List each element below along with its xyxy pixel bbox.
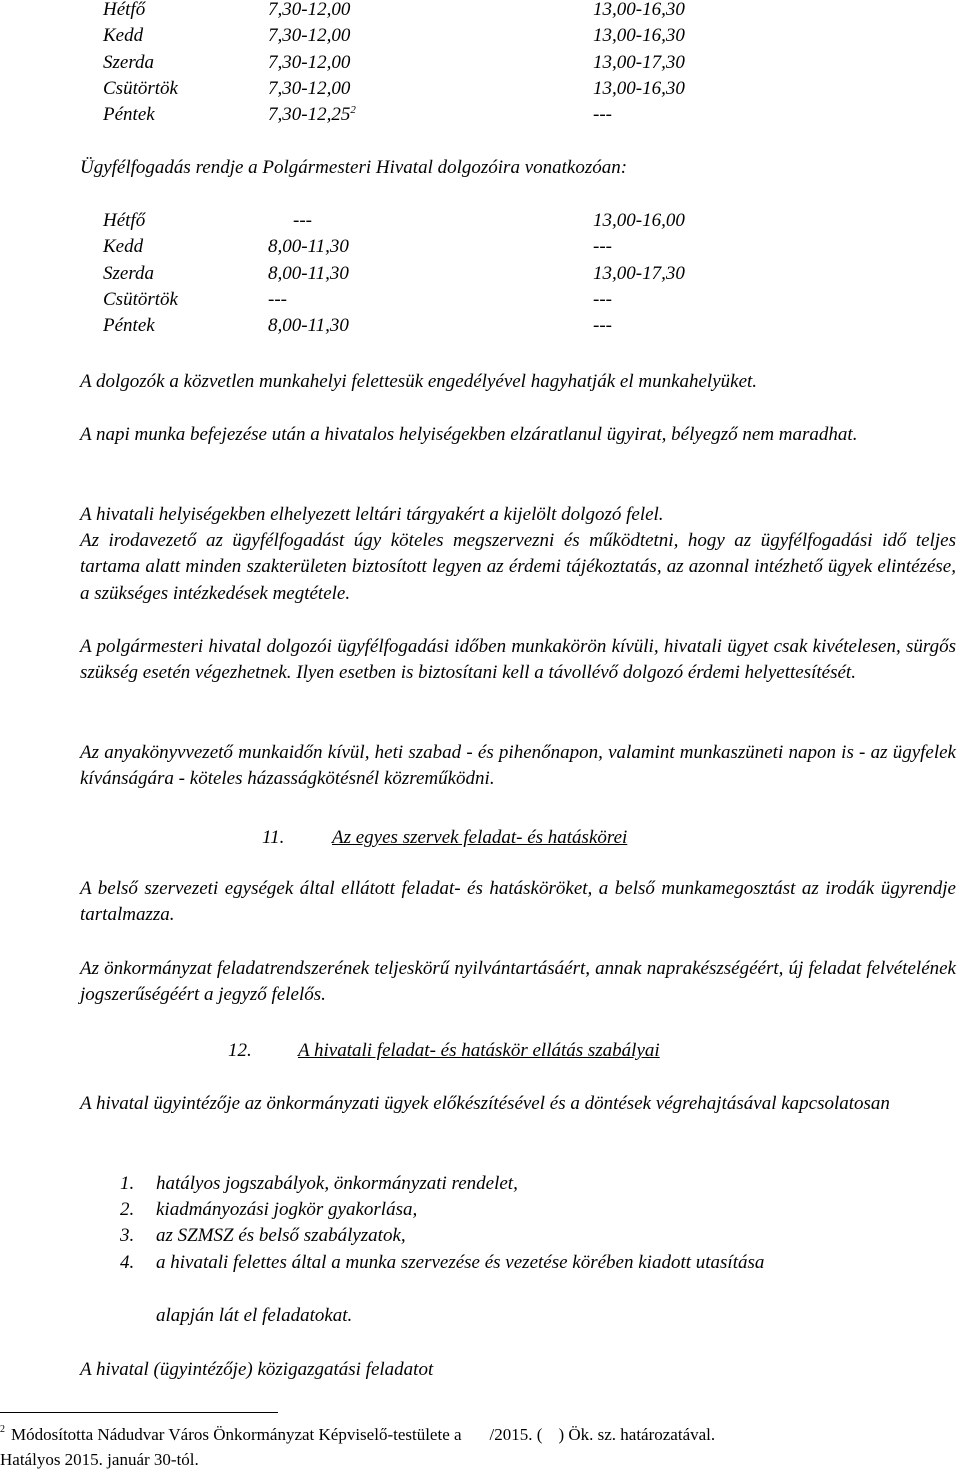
section-heading-11 <box>262 825 627 851</box>
afternoon-hours: 13,00-16,00 <box>593 210 685 231</box>
paragraph-end-of-day: A napi munka befejezése után a hivatalos helyiségekben elzáratlanul ügyirat, bélyegző nem maradhat. <box>80 424 858 445</box>
morning-hours: --- <box>293 210 312 231</box>
day-label: Csütörtök <box>103 288 178 310</box>
footnote-ref-marker[interactable]: 2 <box>350 104 356 117</box>
afternoon-hours: --- <box>593 288 612 310</box>
afternoon-hours: --- <box>593 236 612 258</box>
section-heading-12 <box>228 1038 660 1064</box>
morning-hours: 7,30-12,00 <box>268 0 351 20</box>
day-label: Kedd <box>103 25 144 47</box>
paragraph-inventory: A hivatali helyiségekben elhelyezett leltári tárgyakért a kijelölt dolgozó felel. <box>80 504 664 525</box>
basis-list <box>120 1171 764 1276</box>
list-number: 2. <box>120 1199 135 1221</box>
list-item <box>120 1197 764 1223</box>
list-number: 1. <box>120 1173 135 1194</box>
day-label: Szerda <box>103 51 155 73</box>
list-text: a hivatali felettes által a munka szervezése és vezetése körében kiadott utasítása <box>156 1251 765 1273</box>
afternoon-hours: --- <box>593 104 612 126</box>
footnote-text-part1: Módosította Nádudvar Város Önkormányzat Képviselő-testülete a <box>11 1425 462 1444</box>
section-number: 11. <box>262 827 285 848</box>
footnote-separator <box>0 1412 278 1413</box>
paragraph-admin-task: A hivatal (ügyintézője) közigazgatási feladatot <box>80 1359 434 1380</box>
list-item <box>120 1250 764 1276</box>
footnote-text-part2: /2015. ( <box>489 1425 543 1444</box>
morning-hours: 7,30-12,00 <box>268 77 351 99</box>
day-label: Péntek <box>103 315 155 337</box>
list-item <box>120 1223 764 1249</box>
day-label: Hétfő <box>103 0 146 20</box>
morning-hours-value: 7,30-12,25 <box>268 104 351 126</box>
paragraph-clerk-intro: A hivatal ügyintézője az önkormányzati ügyek előkészítésével és a döntések végrehajtásával kapcsolatosan <box>80 1093 890 1114</box>
day-label: Hétfő <box>103 210 146 231</box>
afternoon-hours: 13,00-16,30 <box>593 0 685 20</box>
footnote-text-part3: ) Ök. sz. határozatával. <box>558 1425 716 1444</box>
section-title: A hivatali feladat- és hatáskör ellátás szabályai <box>298 1040 660 1061</box>
list-number: 3. <box>120 1225 135 1247</box>
list-text: az SZMSZ és belső szabályzatok, <box>156 1225 406 1247</box>
afternoon-hours: 13,00-16,30 <box>593 77 685 99</box>
footnote-number: 2 <box>0 1424 5 1435</box>
paragraph-leave-workplace: A dolgozók a közvetlen munkahelyi felettesük engedélyével hagyhatják el munkahelyüket. <box>80 371 758 392</box>
morning-hours: --- <box>268 288 287 310</box>
morning-hours: 7,30-12,00 <box>268 25 351 47</box>
paragraph-notary-responsibility: Az önkormányzat feladatrendszerének teljeskörű nyilvántartásáért, annak naprakészségéért, új feladat felvételének jogszerűségéért a jegyző felelős. <box>80 958 956 1006</box>
afternoon-hours: 13,00-17,30 <box>593 51 685 73</box>
list-text: hatályos jogszabályok, önkormányzati rendelet, <box>156 1173 518 1194</box>
day-label: Szerda <box>103 262 155 284</box>
morning-hours: 7,30-12,00 <box>268 51 351 73</box>
footnote-effective-date: Hatályos 2015. január 30-tól. <box>0 1450 199 1469</box>
paragraph-list-continuation: alapján lát el feladatokat. <box>156 1305 353 1326</box>
afternoon-hours: 13,00-16,30 <box>593 25 685 47</box>
morning-hours: 8,00-11,30 <box>268 236 349 258</box>
day-label: Kedd <box>103 236 144 258</box>
afternoon-hours: --- <box>593 315 612 337</box>
morning-hours: 8,00-11,30 <box>268 262 349 284</box>
footnote <box>0 1422 950 1472</box>
day-label: Csütörtök <box>103 77 178 99</box>
day-label: Péntek <box>103 104 155 126</box>
afternoon-hours: 13,00-17,30 <box>593 262 685 284</box>
section-number: 12. <box>228 1040 252 1061</box>
morning-hours <box>268 102 356 128</box>
paragraph-internal-units: A belső szervezeti egységek által ellátott feladat- és hatásköröket, a belső munkamegosztást az irodák ügyrendje tartalmazza. <box>80 878 956 926</box>
list-text: kiadmányozási jogkör gyakorlása, <box>156 1199 418 1221</box>
schedule-heading-staff: Ügyfélfogadás rendje a Polgármesteri Hivatal dolgozóira vonatkozóan: <box>80 157 628 178</box>
paragraph-office-manager: Az irodavezető az ügyfélfogadást úgy köteles megszervezni és működtetni, hogy az ügyfélfogadási idő teljes tartama alatt minden szakterületen biztosított legyen az érdemi tájékoztatás, az azonnal intézhető ügyek elintézése, a szükséges intézkedések megtétele. <box>80 530 956 604</box>
list-number: 4. <box>120 1251 135 1273</box>
paragraph-staff-duties: A polgármesteri hivatal dolgozói ügyfélfogadási időben munkakörön kívüli, hivatali ügyet csak kivételesen, sürgős szükség esetén végezhetnek. Ilyen esetben is biztosítani kell a távollévő dolgozó érdemi helyettesítését. <box>80 636 956 684</box>
paragraph-registrar: Az anyakönyvvezető munkaidőn kívül, heti szabad - és pihenőnapon, valamint munkaszüneti napon is - az ügyfelek kívánságára - köteles házasságkötésnél közreműködni. <box>80 742 956 790</box>
morning-hours: 8,00-11,30 <box>268 315 349 337</box>
section-title: Az egyes szervek feladat- és hatáskörei <box>332 827 628 848</box>
list-item <box>120 1171 764 1197</box>
